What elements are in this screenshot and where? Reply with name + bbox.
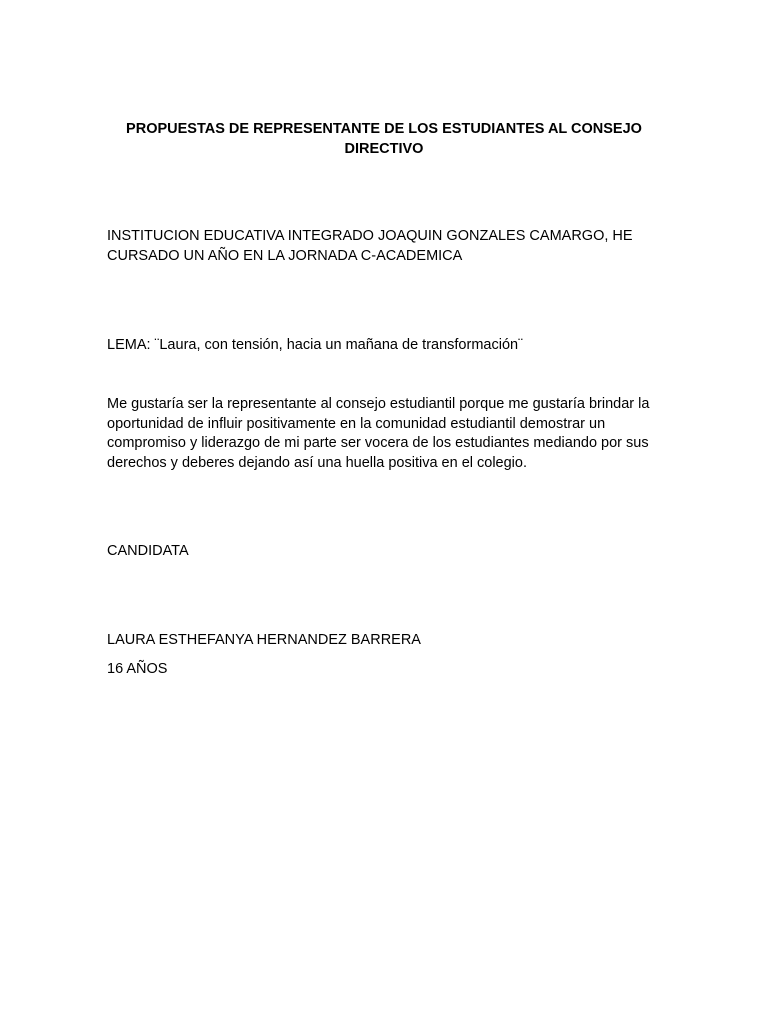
proposal-paragraph: Me gustaría ser la representante al consejo estudiantil porque me gustaría brindar la oportunidad de influir positivamente en la comunidad estudiantil demostrar un compromiso y liderazgo de mi parte ser vocera de los estudiantes mediando por sus derechos y deberes dejando así una huella positiva en el colegio.	[107, 396, 650, 471]
institution-paragraph: INSTITUCION EDUCATIVA INTEGRADO JOAQUIN GONZALES CAMARGO, HE CURSADO UN AÑO EN LA JORNADA C-ACADEMICA	[107, 228, 633, 264]
document-title: PROPUESTAS DE REPRESENTANTE DE LOS ESTUDIANTES AL CONSEJO DIRECTIVO	[126, 121, 642, 157]
candidate-label: CANDIDATA	[107, 543, 189, 559]
candidate-age: 16 AÑOS	[107, 661, 168, 677]
candidate-name: LAURA ESTHEFANYA HERNANDEZ BARRERA	[107, 632, 421, 648]
motto-line: LEMA: ¨Laura, con tensión, hacia un mañana de transformación¨	[107, 337, 523, 353]
